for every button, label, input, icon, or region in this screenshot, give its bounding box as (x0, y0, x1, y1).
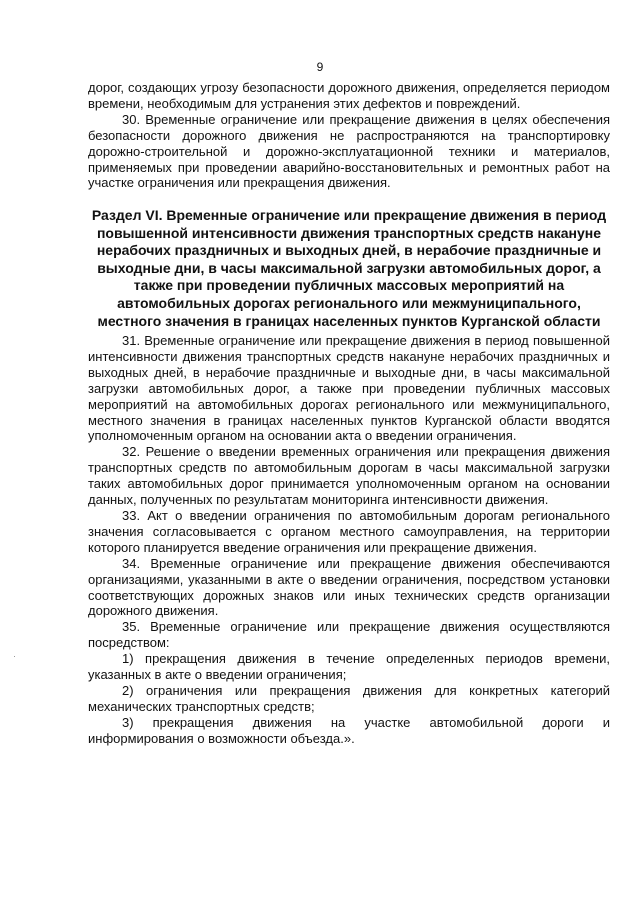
top-text-block (88, 80, 610, 191)
paragraph-34: 34. Временные ограничение или прекращение движения обеспечиваются организациями, указанными в акте о введении ограничения, посредством установки соответствующих дорожных знаков или иных технических средств организации дорожного движения. (88, 555, 610, 619)
stray-mark: · (13, 651, 16, 661)
section-text-block (88, 333, 610, 747)
paragraph-33: 33. Акт о введении ограничения по автомобильным дорогам регионального значения согласовывается с органом местного самоуправления, на территории которого планируется введение ограничения или прекращение движения. (88, 507, 610, 555)
paragraph-32: 32. Решение о введении временных ограничения или прекращения движения транспортных средств по автомобильным дорогам в часы максимальной загрузки таких автомобильных дорог принимается уполномоченным органом на основании данных, полученных по результатам мониторинга интенсивности движения. (88, 444, 610, 508)
paragraph-31: 31. Временные ограничение или прекращение движения в период повышенной интенсивности движения транспортных средств накануне нерабочих праздничных и выходных дней, в нерабочие праздничные и выходные дни, в часы максимальной загрузки автомобильных дорог, а также при проведении публичных массовых мероприятий на автомобильных дорогах регионального или межмуниципального, местного значения в границах населенных пунктов Курганской области вводятся уполномоченным органом на основании акта о введении ограничения. (88, 333, 610, 444)
paragraph-35: 35. Временные ограничение или прекращение движения осуществляются посредством: (88, 619, 610, 651)
paragraph-continuation: дорог, создающих угрозу безопасности дорожного движения, определяется периодом времени, необходимым для устранения этих дефектов и повреждений. (88, 80, 610, 111)
list-item-2: 2) ограничения или прекращения движения для конкретных категорий механических транспортных средств; (88, 682, 610, 714)
paragraph-30: 30. Временные ограничение или прекращение движения в целях обеспечения безопасности дорожного движения не распространяются на транспортировку дорожно-строительной и дорожно-эксплуатационной техники и материалов, применяемых при проведении аварийно-восстановительных и ремонтных работ на участке ограничения или прекращения движения. (88, 111, 610, 191)
list-item-1: 1) прекращения движения в течение определенных периодов времени, указанных в акте о введении ограничения; (88, 651, 610, 683)
list-item-3: 3) прекращения движения на участке автомобильной дороги и информирования о возможности объезда.». (88, 714, 610, 746)
page-number: 9 (316, 60, 324, 74)
section-heading: Раздел VI. Временные ограничение или прекращение движения в период повышенной интенсивности движения транспортных средств накануне нерабочих праздничных и выходных дней, в нерабочие праздничные и выходные дни, в часы максимальной загрузки автомобильных дорог, а также при проведении публичных массовых мероприятий на автомобильных дорогах регионального или межмуниципального, местного значения в границах населенных пунктов Курганской области (91, 207, 607, 329)
